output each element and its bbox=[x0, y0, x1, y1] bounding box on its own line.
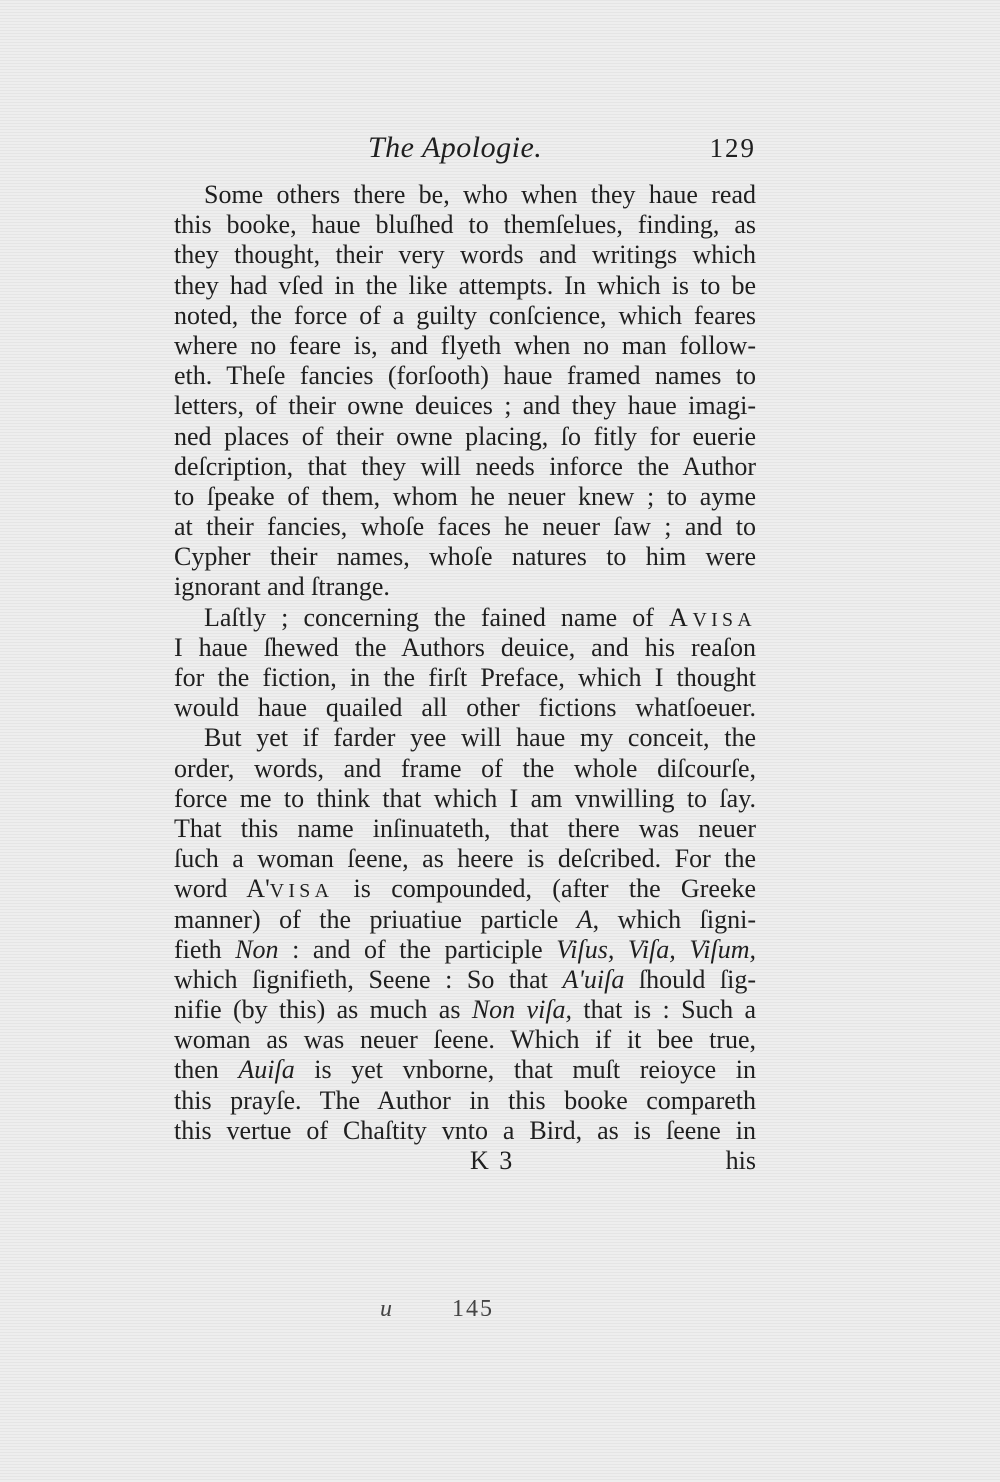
page-number: 129 bbox=[709, 133, 756, 163]
paragraph bbox=[174, 723, 756, 1146]
text-line bbox=[174, 663, 756, 693]
text-run: , which ſigni- bbox=[592, 904, 756, 934]
small-caps-text: VISA bbox=[269, 880, 334, 903]
text-run: nifie (by this) as much as bbox=[174, 995, 472, 1025]
text-line bbox=[174, 1086, 756, 1116]
text-line bbox=[174, 271, 756, 301]
text-run: I haue ſhewed the Authors deuice, and his reaſon bbox=[174, 632, 756, 662]
text-line bbox=[174, 542, 756, 572]
text-line bbox=[174, 723, 756, 753]
text-run: That this name inſinuateth, that there was neuer bbox=[174, 813, 756, 843]
text-line bbox=[174, 784, 756, 814]
italic-text: Viſus, Viſa, Viſum, bbox=[556, 934, 756, 964]
text-line bbox=[174, 572, 756, 602]
text-line bbox=[174, 814, 756, 844]
text-line bbox=[174, 482, 756, 512]
text-line bbox=[174, 935, 756, 965]
signature-mark: K 3 bbox=[470, 1146, 515, 1175]
text-line bbox=[174, 512, 756, 542]
text-line bbox=[174, 210, 756, 240]
folio-number: 145 bbox=[452, 1296, 494, 1322]
text-run: noted, the force of a guilty conſcience, which feares bbox=[174, 300, 756, 330]
text-line bbox=[174, 995, 756, 1025]
text-line bbox=[174, 693, 756, 723]
text-run: this vertue of Chaſtity vnto a Bird, as is ſeene in bbox=[174, 1115, 756, 1145]
small-caps-text: VISA bbox=[692, 608, 756, 631]
text-run: which ſignifieth, Seene : So that bbox=[174, 964, 563, 994]
text-line bbox=[174, 301, 756, 331]
text-run: this booke, haue bluſhed to themſelues, finding, as bbox=[174, 210, 756, 240]
text-run: manner) of the priuatiue particle bbox=[174, 904, 577, 934]
catchword: his bbox=[725, 1146, 756, 1175]
italic-text: A'uiſa bbox=[562, 964, 625, 994]
text-run: ſhould ſig- bbox=[624, 964, 756, 994]
paragraph bbox=[174, 603, 756, 724]
text-line bbox=[174, 180, 756, 210]
text-run: is yet vnborne, that muſt reioyce in bbox=[294, 1055, 756, 1085]
text-run: for the fiction, in the firſt Preface, which I thought bbox=[174, 663, 756, 692]
text-line bbox=[174, 965, 756, 995]
text-run: eth. Theſe fancies (forſooth) haue framed names to bbox=[174, 361, 756, 391]
text-run: where no feare is, and flyeth when no man follow- bbox=[174, 330, 756, 360]
text-run: at their fancies, whoſe faces he neuer ſaw ; and to bbox=[174, 512, 756, 542]
text-run: : and of the participle bbox=[278, 934, 557, 964]
text-run: they thought, their very words and writings which bbox=[174, 240, 756, 270]
text-line bbox=[174, 240, 756, 270]
spaced-capital: A bbox=[669, 602, 693, 632]
text-run: fieth bbox=[174, 934, 236, 964]
text-run: deſcription, that they will needs inforce the Author bbox=[174, 451, 756, 481]
text-run: is compounded, (after the Greeke bbox=[333, 874, 756, 904]
text-run: Some others there be, who when they haue read bbox=[204, 180, 756, 209]
text-run: ſuch a woman ſeene, as heere is deſcribed. For the bbox=[174, 844, 756, 874]
text-line bbox=[174, 331, 756, 361]
printer-mark: u bbox=[380, 1296, 392, 1322]
italic-text: A bbox=[576, 904, 593, 934]
text-line bbox=[174, 1116, 756, 1146]
body-text bbox=[174, 180, 756, 1146]
text-line bbox=[174, 452, 756, 482]
text-line bbox=[174, 905, 756, 935]
text-run: ignorant and ſtrange. bbox=[174, 572, 390, 602]
text-run: Laſtly ; concerning the fained name of bbox=[204, 602, 670, 632]
text-line bbox=[174, 603, 756, 633]
running-title: The Apologie. bbox=[368, 131, 543, 164]
text-run: that is : Such a bbox=[572, 995, 756, 1025]
text-run: But yet if farder yee will haue my conceit, the bbox=[204, 723, 756, 753]
text-run: then bbox=[174, 1055, 239, 1085]
text-run: word A' bbox=[174, 874, 270, 904]
text-line bbox=[174, 391, 756, 421]
text-run: letters, of their owne deuices ; and they haue imagi- bbox=[174, 391, 756, 421]
text-line bbox=[174, 361, 756, 391]
text-run: woman as was neuer ſeene. Which if it bee true, bbox=[174, 1025, 756, 1055]
text-run: force me to think that which I am vnwilling to ſay. bbox=[174, 783, 756, 813]
italic-text: Non bbox=[235, 934, 279, 964]
text-line bbox=[174, 422, 756, 452]
text-run: would haue quailed all other fictions whatſoeuer. bbox=[174, 693, 756, 723]
text-run: Cypher their names, whoſe natures to him were bbox=[174, 542, 756, 572]
text-run: this prayſe. The Author in this booke compareth bbox=[174, 1085, 756, 1115]
text-run: order, words, and frame of the whole diſcourſe, bbox=[174, 753, 756, 783]
bottom-marks bbox=[0, 1292, 1000, 1326]
italic-text: Non viſa, bbox=[471, 995, 573, 1025]
text-run: ned places of their owne placing, ſo fitly for euerie bbox=[174, 421, 756, 451]
text-line bbox=[174, 844, 756, 874]
text-line bbox=[174, 1025, 756, 1055]
text-run: to ſpeake of them, whom he neuer knew ; to ayme bbox=[174, 481, 756, 511]
paragraph bbox=[174, 180, 756, 603]
text-line bbox=[174, 874, 756, 904]
italic-text: Auiſa bbox=[238, 1055, 295, 1085]
text-line bbox=[174, 754, 756, 784]
text-line bbox=[174, 633, 756, 663]
page-footer bbox=[174, 1146, 756, 1176]
text-line bbox=[174, 1055, 756, 1085]
text-run: they had vſed in the like attempts. In which is to be bbox=[174, 270, 756, 300]
